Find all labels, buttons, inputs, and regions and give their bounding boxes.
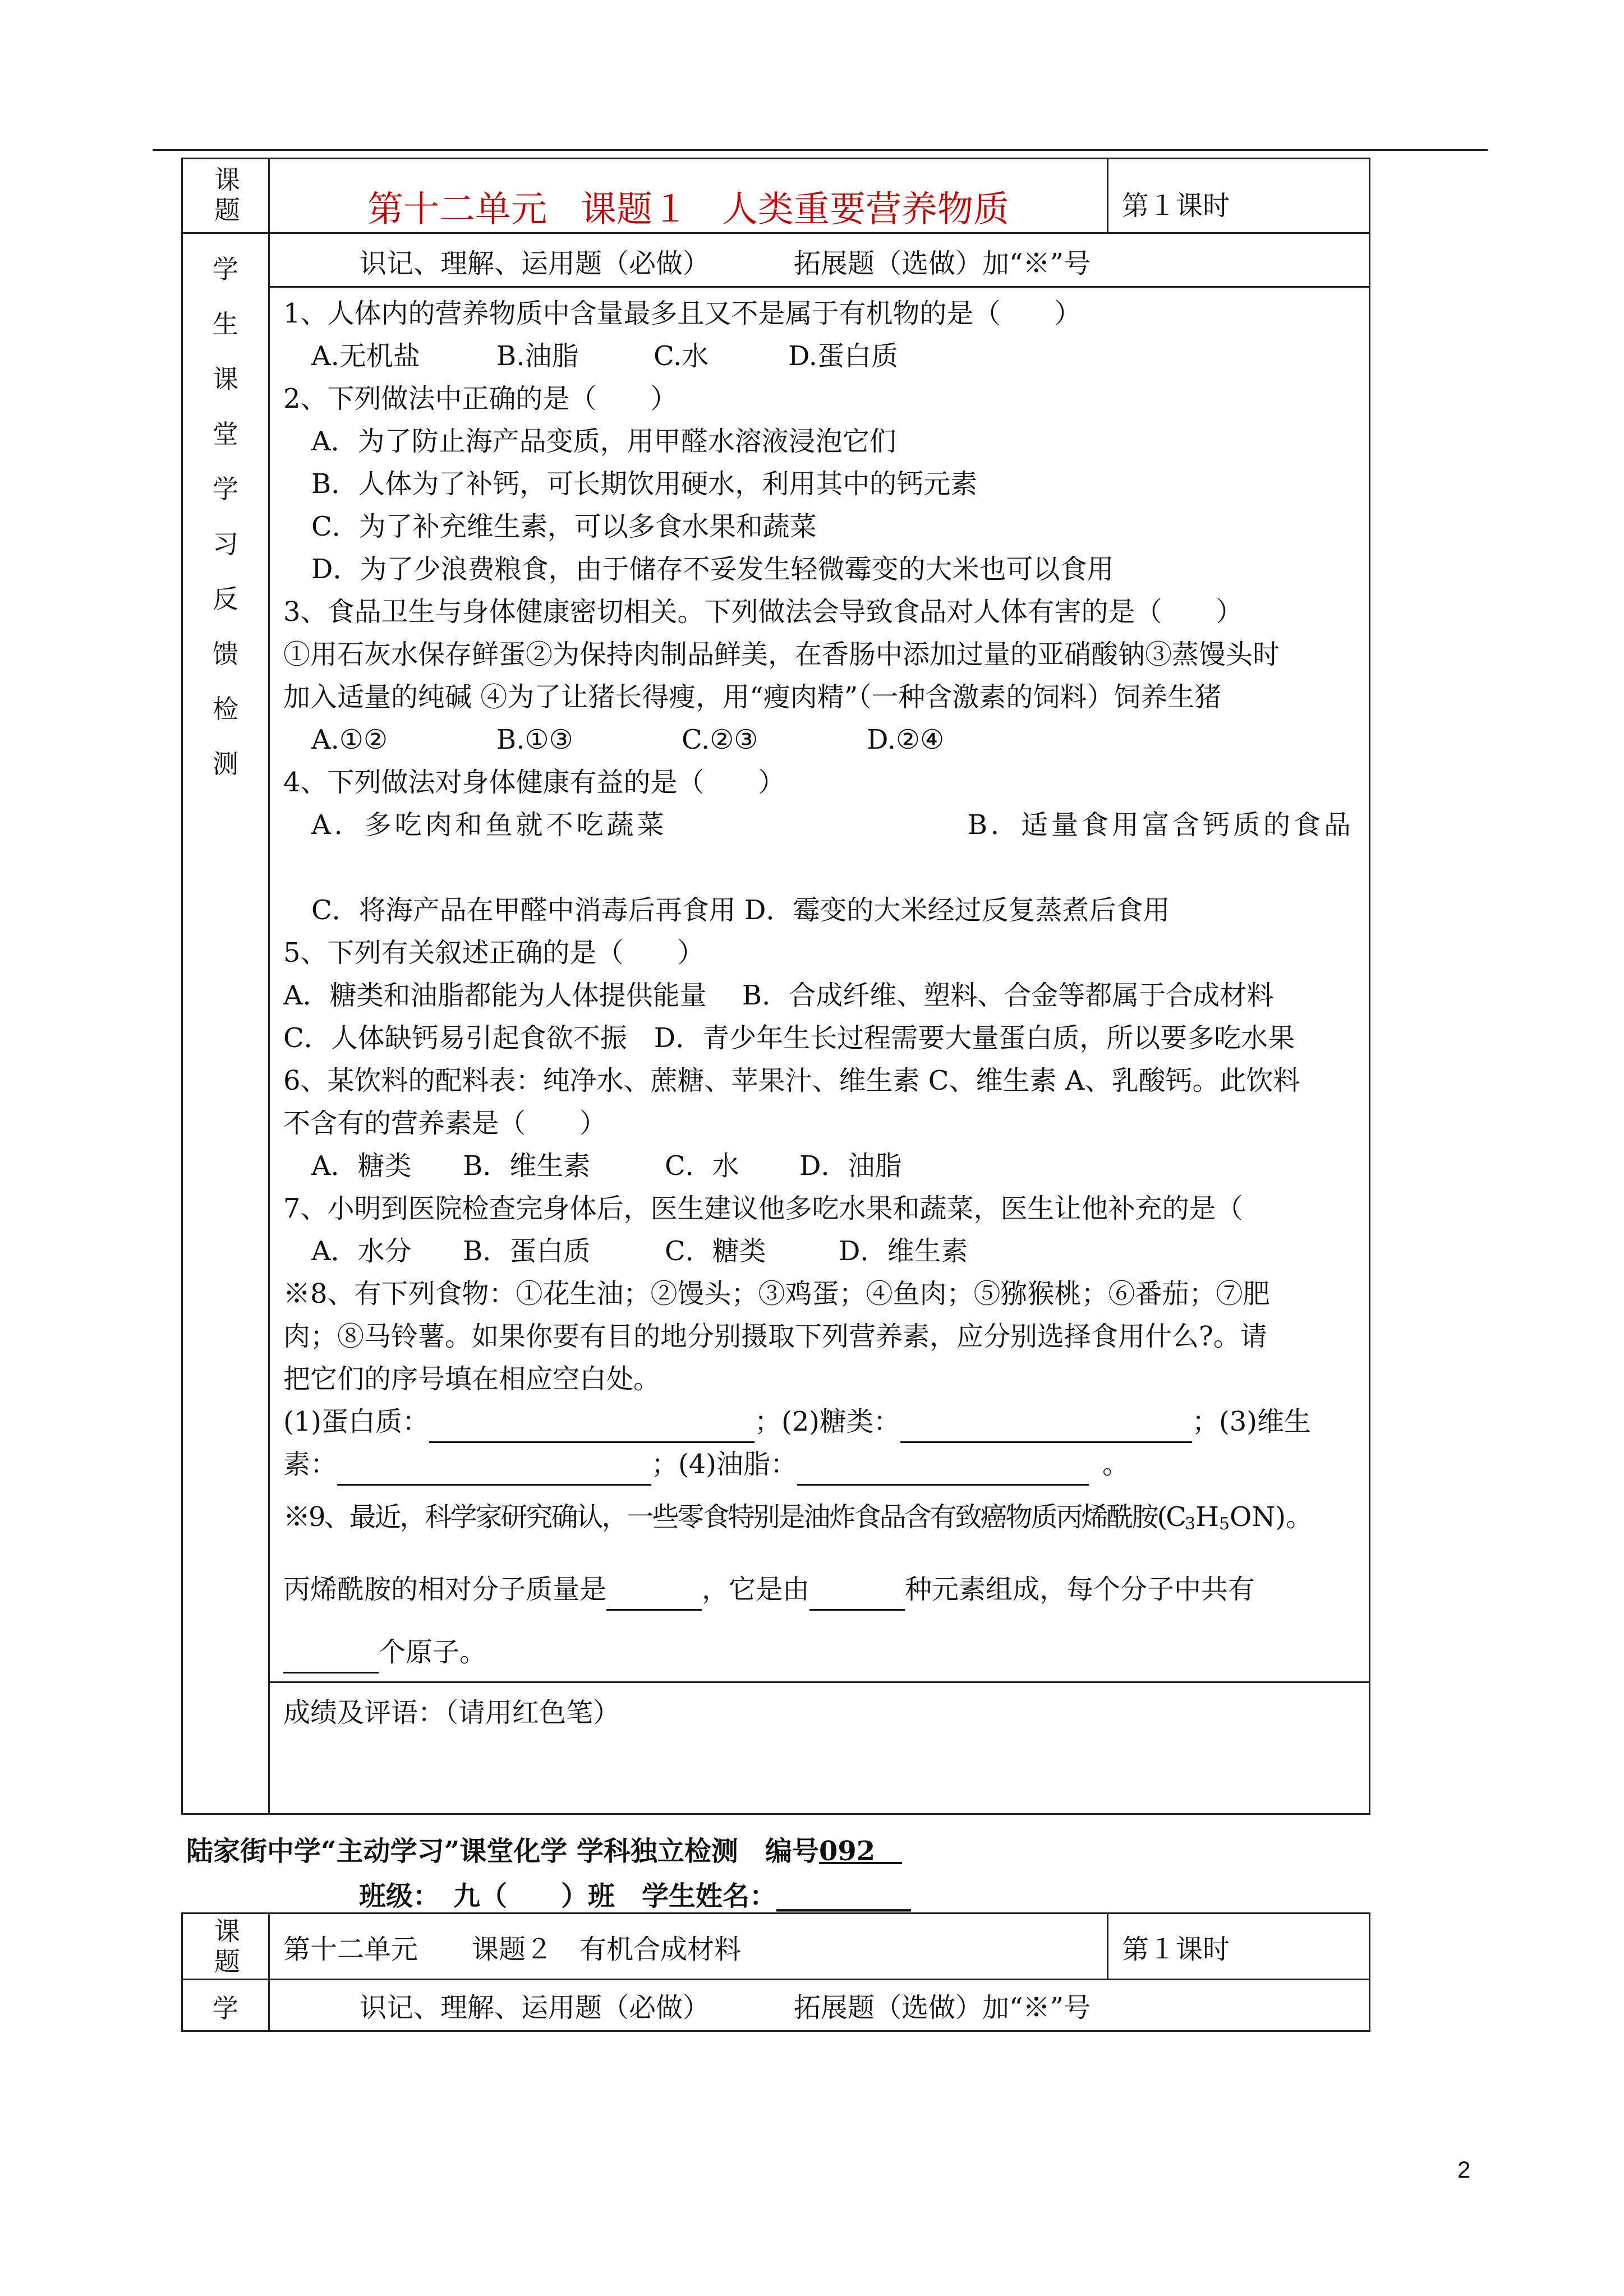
question-3: 3、食品卫生与身体健康密切相关。下列做法会导致食品对人体有害的是（ ） [283, 596, 1243, 628]
question-5-options-ab: A．糖类和油脂都能为人体提供能量 B．合成纤维、塑料、合金等都属于合成材料 [283, 980, 1274, 1011]
side-char: 课 [213, 364, 238, 394]
option: B．蛋白质 [463, 1235, 591, 1267]
questions-cell [269, 287, 1370, 1682]
question-4: 4、下列做法对身体健康有益的是（ ） [283, 767, 785, 798]
question-4-options-cd: C．将海产品在甲醛中消毒后再食用 D．霉变的大米经过反复蒸煮后食用 [311, 895, 1170, 926]
option: C．糖类 [665, 1235, 766, 1267]
option: A.①② [311, 724, 388, 755]
formula-h: H [1195, 1501, 1219, 1533]
element-count-blank[interactable] [809, 1579, 905, 1611]
side-char: 学 [213, 254, 238, 284]
question-2-option-c: C．为了补充维生素，可以多食水果和蔬菜 [311, 511, 817, 542]
option: C.②③ [682, 724, 758, 755]
question-8-blanks-2 [283, 1443, 1358, 1486]
option: C．水 [665, 1150, 739, 1182]
school-title: 陆家街中学“主动学习”课堂化学 学科独立检测 编号 [186, 1836, 819, 1867]
question-5-options-cd: C．人体缺钙易引起食欲不振 D．青少年生长过程需要大量蛋白质，所以要多吃水果 [283, 1022, 1295, 1054]
student-column [182, 1980, 269, 2031]
school-line [186, 1829, 902, 1868]
question-9-line-2 [283, 1568, 1358, 1611]
student-feedback-label [183, 234, 268, 791]
formula-subscript: 3 [1185, 1514, 1196, 1534]
option: B．维生素 [463, 1150, 591, 1182]
grade-comment-cell [269, 1682, 1370, 1814]
question-1: 1、人体内的营养物质中含量最多且又不是属于有机物的是（ ） [283, 298, 1082, 329]
side-char: 测 [213, 749, 238, 779]
question-1-options [283, 335, 1358, 377]
question-3-line-1: ①用石灰水保存鲜蛋②为保持肉制品鲜美，在香肠中添加过量的亚硝酸钠③蒸馒头时 [283, 639, 1280, 670]
question-9-line-3 [283, 1631, 1358, 1673]
class-line [359, 1874, 911, 1913]
option: D．维生素 [839, 1235, 968, 1267]
header-rule [153, 149, 1488, 151]
option: B．适量食用富含钙质的食品 [967, 809, 1354, 841]
side-char: 学 [213, 1993, 238, 2023]
option: D.蛋白质 [788, 340, 899, 372]
question-9-text: 丙烯酰胺的相对分子质量是 [283, 1574, 607, 1605]
required-section-label: 识记、理解、运用题（必做） [360, 1992, 710, 2023]
student-name-blank[interactable]: __________ [776, 1880, 912, 1912]
title-cell [269, 1914, 1108, 1980]
topic-label: 课题 [210, 1917, 241, 1978]
atom-count-blank[interactable] [283, 1642, 379, 1673]
side-char: 学 [213, 474, 238, 504]
protein-label: (1)蛋白质： [283, 1406, 429, 1437]
class-name-label: 班级： 九（ ）班 学生姓名： [359, 1880, 777, 1912]
subheading-cell [269, 1980, 1370, 2031]
question-2-option-a: A．为了防止海产品变质，用甲醛水溶液浸泡它们 [311, 426, 896, 457]
option: B.①③ [496, 724, 573, 755]
question-7: 7、小明到医院检查完身体后，医生建议他多吃水果和蔬菜，医生让他补充的是（ [283, 1193, 1243, 1224]
topic-label-cell [182, 1914, 269, 1980]
worksheet-table-unit-12-lesson-2 [181, 1912, 1370, 2032]
question-2: 2、下列做法中正确的是（ ） [283, 383, 678, 414]
period: 。 [1102, 1449, 1130, 1480]
optional-section-label: 拓展题（选做）加“※”号 [794, 248, 1091, 279]
question-7-options [283, 1230, 1358, 1273]
molecular-mass-blank[interactable] [606, 1579, 702, 1611]
question-6-line-1: 6、某饮料的配料表：纯净水、蔗糖、苹果汁、维生素 C、维生素 A、乳酸钙。此饮料 [283, 1065, 1300, 1096]
question-9-text: ※9、最近，科学家研究确认，一些零食特别是油炸食品含有致癌物质丙烯酰胺(C [283, 1501, 1185, 1533]
page-number: 2 [1457, 2156, 1471, 2183]
question-8-blanks-1 [283, 1400, 1358, 1443]
vitamin-blank[interactable] [337, 1454, 651, 1486]
sugar-label: ；(2)糖类： [755, 1406, 900, 1437]
worksheet-table-unit-12-lesson-1 [181, 158, 1370, 1815]
question-8-line-1: ※8、有下列食物：①花生油；②馒头；③鸡蛋；④鱼肉；⑤猕猴桃；⑥番茄；⑦肥 [283, 1278, 1270, 1310]
student-feedback-column [182, 233, 269, 1814]
question-4-options-ab [283, 804, 1358, 846]
question-8-line-3: 把它们的序号填在相应空白处。 [283, 1363, 661, 1395]
lesson-label: 第１课时 [1122, 190, 1230, 222]
option: C.水 [654, 340, 709, 372]
sugar-blank[interactable] [900, 1411, 1192, 1443]
lesson-cell [1108, 1914, 1370, 1980]
option: A．多吃肉和鱼就不吃蔬菜 [311, 809, 668, 841]
spacer [283, 846, 1358, 889]
question-9-text: 种元素组成，每个分子中共有 [905, 1574, 1255, 1605]
vitamin-label: ；(3)维生 [1192, 1406, 1311, 1437]
subheading-cell [269, 233, 1370, 287]
side-char: 馈 [213, 639, 238, 669]
option: B.油脂 [496, 340, 579, 372]
questions [270, 288, 1369, 1673]
option: D．油脂 [799, 1150, 902, 1182]
side-char: 生 [213, 309, 238, 339]
side-char: 堂 [213, 419, 238, 449]
fat-label: ；(4)油脂： [651, 1449, 798, 1480]
unit-title [270, 159, 1107, 232]
question-2-option-b: B．人体为了补钙，可长期饮用硬水，利用其中的钙元素 [311, 468, 978, 500]
question-3-line-2: 加入适量的纯碱 ④为了让猪长得瘦，用“瘦肉精”（一种含激素的饲料）饲养生猪 [283, 681, 1222, 713]
question-8-line-2: 肉；⑧马铃薯。如果你要有目的地分别摄取下列营养素，应分别选择食用什么?。请 [283, 1321, 1267, 1352]
formula-subscript: 5 [1218, 1514, 1230, 1534]
question-9-text: 个原子。 [379, 1636, 487, 1668]
question-6-options [283, 1145, 1358, 1187]
grade-comment-label: 成绩及评语：（请用红色笔） [283, 1697, 620, 1728]
side-char: 反 [213, 584, 238, 614]
unit-title-unit: 第十二单元 [367, 189, 547, 230]
side-char: 习 [213, 529, 238, 559]
fat-blank[interactable] [797, 1454, 1089, 1486]
lesson-cell [1108, 159, 1370, 233]
topic-label-cell [182, 159, 269, 233]
question-3-options [283, 718, 1358, 761]
question-9-line-1 [283, 1496, 1358, 1546]
question-5: 5、下列有关叙述正确的是（ ） [283, 937, 705, 969]
unit-title-topic: 课题１ [581, 189, 688, 230]
question-6-line-2: 不含有的营养素是（ ） [283, 1108, 607, 1139]
option: A.无机盐 [311, 340, 420, 372]
question-2-option-d: D．为了少浪费粮食，由于储存不妥发生轻微霉变的大米也可以食用 [311, 554, 1114, 585]
option: A．水分 [311, 1235, 412, 1267]
vitamin-label-cont: 素： [283, 1449, 338, 1480]
optional-section-label: 拓展题（选做）加“※”号 [794, 1992, 1091, 2023]
side-char: 检 [213, 694, 238, 724]
option: D.②④ [867, 724, 945, 755]
serial-number: 092 [818, 1836, 903, 1867]
topic-label: 课题 [210, 166, 241, 227]
title-cell [269, 159, 1108, 233]
required-section-label: 识记、理解、运用题（必做） [360, 248, 710, 279]
lesson-label: 第１课时 [1122, 1934, 1230, 1965]
formula-end: ON)。 [1230, 1501, 1313, 1533]
option: A．糖类 [311, 1150, 412, 1182]
protein-blank[interactable] [429, 1411, 755, 1443]
unit-title-name: 人类重要营养物质 [722, 189, 1009, 230]
unit-title: 第十二单元 课题２ 有机合成材料 [283, 1934, 742, 1965]
question-9-text: ，它是由 [702, 1574, 810, 1605]
